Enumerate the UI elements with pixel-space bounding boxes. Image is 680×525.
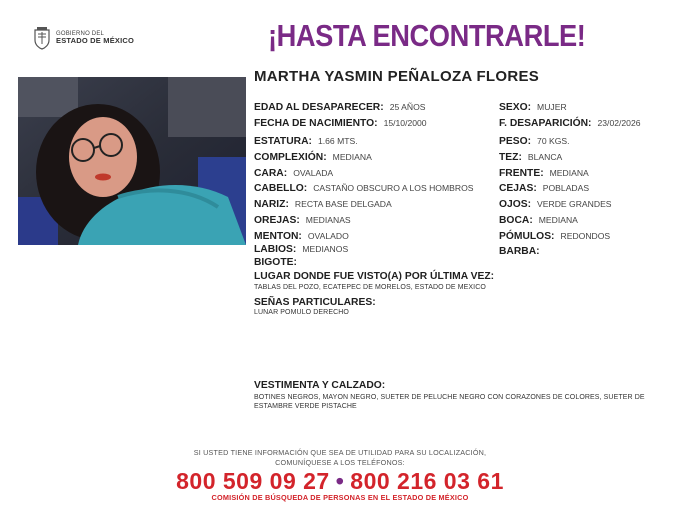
field-value: CASTAÑO OBSCURO A LOS HOMBROS [313,183,474,193]
field-hair [254,182,474,195]
last-seen-label: LUGAR DONDE FUE VISTO(A) POR ÚLTIMA VEZ: [254,271,495,282]
field-value: 25 AÑOS [389,102,426,112]
field-weight [499,135,570,148]
field-label: OREJAS: [254,215,300,226]
field-height [254,135,358,148]
contact-line-2: COMUNÍQUESE A LOS TELÉFONOS: [275,458,405,467]
last-seen-value: TABLAS DEL POZO, ECATEPEC DE MORELOS, ESTADO DE MEXICO [254,284,486,291]
field-label: CEJAS: [499,183,537,194]
field-label: SEXO: [499,102,532,113]
field-lips [254,243,348,256]
field-face [254,167,333,180]
field-value: MEDIANOS [302,244,349,254]
field-mustache [254,256,303,269]
field-label: COMPLEXIÓN: [254,152,327,163]
field-build [254,151,372,164]
banner-title: ¡HASTA ENCONTRARLE! [268,18,586,53]
field-value: 70 KGS. [537,136,570,146]
field-age [254,101,426,114]
field-label: MENTON: [254,231,302,242]
field-value: OVALADA [293,168,334,178]
field-value: MEDIANA [332,152,372,162]
field-mouth [499,214,578,227]
phone-number-2[interactable]: 800 216 03 61 [350,468,504,494]
field-value: 23/02/2026 [597,118,641,128]
field-cheekbones [499,230,610,243]
field-label: PÓMULOS: [499,231,555,242]
distinctive-marks-label: SEÑAS PARTICULARES: [254,297,376,308]
contact-line-1: SI USTED TIENE INFORMACIÓN QUE SEA DE UTILIDAD PARA SU LOCALIZACIÓN, [193,448,487,457]
commission-name: COMISIÓN DE BÚSQUEDA DE PERSONAS EN EL ESTADO DE MÉXICO [211,493,469,502]
state-crest-icon [32,26,52,50]
field-label: TEZ: [499,152,522,163]
field-beard [499,245,546,258]
phone-number-1[interactable]: 800 509 09 27 [176,468,330,494]
field-value: VERDE GRANDES [537,199,612,209]
field-value: 1.66 MTS. [317,136,358,146]
field-label: BARBA: [499,246,540,257]
clothing-label: VESTIMENTA Y CALZADO: [254,380,386,391]
clothing-value: BOTINES NEGROS, MAYON NEGRO, SUETER DE PELUCHE NEGRO CON CORAZONES DE COLORES, SUETER DE ESTAMBRE VERDE PISTACHE [254,394,645,410]
missing-person-photo [18,77,246,245]
field-value: OVALADO [307,231,349,241]
field-value: BLANCA [527,152,563,162]
person-name: MARTHA YASMIN PEÑALOZA FLORES [254,68,540,85]
government-logo [32,26,134,50]
field-label: FECHA DE NACIMIENTO: [254,118,378,129]
field-value: RECTA BASE DELGADA [294,199,392,209]
field-nose [254,198,392,211]
field-value: MEDIANAS [305,215,351,225]
field-value: POBLADAS [542,183,590,193]
field-label: BIGOTE: [254,257,297,268]
field-label: F. DESAPARICIÓN: [499,118,592,129]
field-value: MUJER [537,102,567,112]
field-chin [254,230,349,243]
phone-numbers [0,468,680,495]
field-disappearance-date [499,117,641,130]
field-eyes [499,198,612,211]
field-birth-date [254,117,427,130]
field-label: LABIOS: [254,244,297,255]
gov-line-2: ESTADO DE MÉXICO [56,36,135,46]
field-complexion [499,151,562,164]
field-label: OJOS: [499,199,532,210]
field-eyebrows [499,182,589,195]
contact-instructions [150,448,530,468]
field-label: FRENTE: [499,168,544,179]
field-label: NARIZ: [254,199,289,210]
field-value: 15/10/2000 [383,118,427,128]
gov-line-1: GOBIERNO DEL [56,30,105,37]
field-label: BOCA: [499,215,533,226]
field-value: REDONDOS [560,231,611,241]
field-label: EDAD AL DESAPARECER: [254,102,384,113]
field-value: MEDIANA [549,168,589,178]
field-value: MEDIANA [538,215,578,225]
distinctive-marks-value: LUNAR POMULO DERECHO [254,309,349,316]
field-ears [254,214,351,227]
field-label: CARA: [254,168,288,179]
field-label: PESO: [499,136,532,147]
phone-separator: • [335,468,345,494]
field-label: ESTATURA: [254,136,312,147]
field-label: CABELLO: [254,183,308,194]
field-forehead [499,167,589,180]
field-sex [499,101,567,114]
